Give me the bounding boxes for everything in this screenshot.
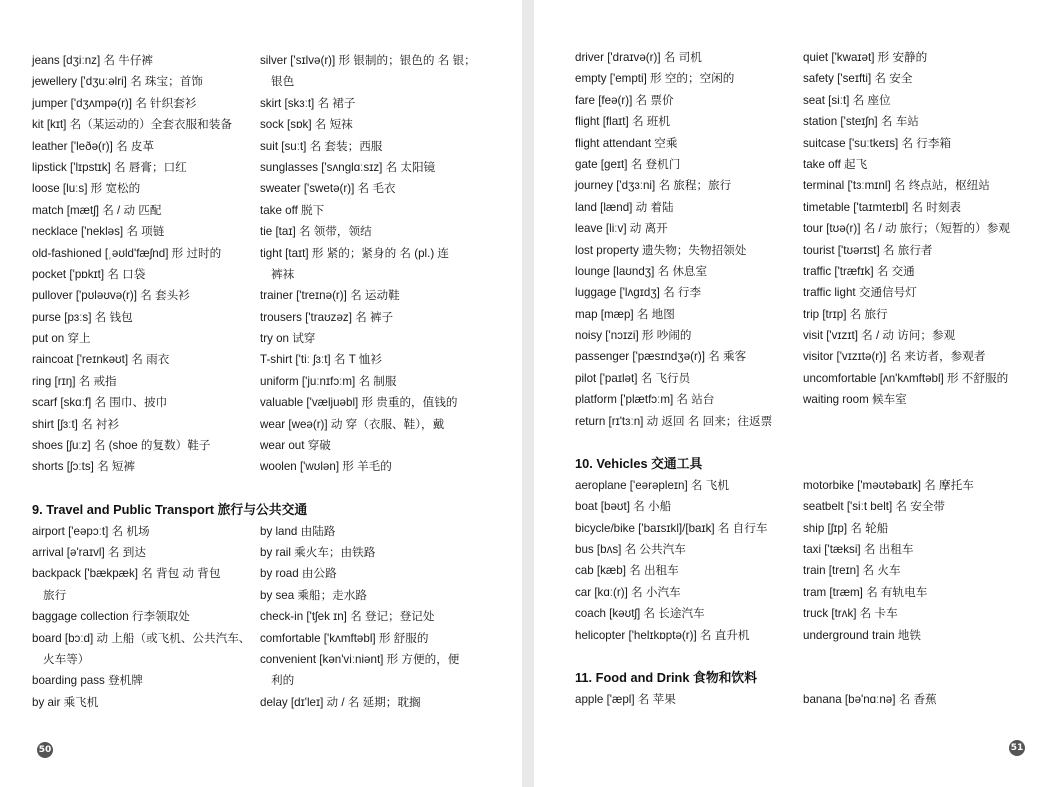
vocab-entry: lounge [laʊndʒ] 名 休息室	[575, 264, 708, 278]
section-heading: 9. Travel and Public Transport 旅行与公共交通	[32, 502, 308, 518]
vocab-entry: safety ['seɪfti] 名 安全	[803, 72, 913, 86]
vocab-entry: jewellery ['dʒuːəlri] 名 珠宝；首饰	[32, 75, 203, 89]
vocab-entry: woolen ['wʊlən] 形 羊毛的	[260, 460, 392, 474]
vocab-entry: driver ['draɪvə(r)] 名 司机	[575, 51, 702, 64]
vocab-entry: journey ['dʒɜːni] 名 旅程；旅行	[575, 179, 732, 193]
vocab-entry: wear [weə(r)] 动 穿（衣服、鞋），戴	[260, 417, 445, 431]
vocab-entry: wear out 穿破	[260, 439, 331, 453]
vocab-entry: noisy ['nɔɪzi] 形 吵闹的	[575, 329, 692, 343]
vocab-entry: airport ['eəpɔːt] 名 机场	[32, 524, 150, 538]
vocab-entry-continuation: 银色	[271, 75, 295, 89]
vocab-entry: take off 脱下	[260, 203, 325, 217]
vocab-entry: bus [bʌs] 名 公共汽车	[575, 542, 686, 556]
vocab-entry-continuation: 火车等）	[43, 652, 90, 666]
vocab-entry: flight attendant 空乘	[575, 136, 678, 150]
vocab-entry: empty ['empti] 形 空的；空闲的	[575, 72, 735, 86]
vocab-entry: waiting room 候车室	[803, 393, 907, 407]
vocab-entry: flight [flaɪt] 名 班机	[575, 115, 670, 129]
blank-line	[803, 453, 1043, 474]
vocab-entry: shoes [ʃuːz] 名 (shoe 的复数）鞋子	[32, 439, 211, 453]
vocab-entry: coach [kəʊtʃ] 名 长途汽车	[575, 607, 705, 621]
left-page	[0, 0, 522, 787]
vocab-entry: motorbike ['məʊtəbaɪk] 名 摩托车	[803, 478, 974, 492]
vocab-entry: map [mæp] 名 地图	[575, 307, 675, 321]
blank-line	[260, 478, 500, 499]
vocab-entry: baggage collection 行李领取处	[32, 610, 190, 624]
page-number-right: 51	[1009, 740, 1025, 756]
vocab-entry: quiet ['kwaɪət] 形 安静的	[803, 51, 928, 64]
vocab-entry: by land 由陆路	[260, 524, 336, 538]
blank-line	[803, 411, 1043, 432]
vocab-entry: shirt [ʃɜːt] 名 衬衫	[32, 417, 120, 431]
vocab-entry-continuation: 裤袜	[271, 267, 295, 281]
vocab-entry: scarf [skɑːf] 名 围巾、披巾	[32, 396, 168, 410]
vocab-entry: comfortable ['kʌmftəbl] 形 舒服的	[260, 631, 429, 645]
vocab-entry: shorts [ʃɔːts] 名 短裤	[32, 460, 136, 474]
vocab-entry: seatbelt ['siːt belt] 名 安全带	[803, 500, 946, 514]
right-page-column-1	[575, 47, 799, 710]
vocab-entry: luggage ['lʌɡɪdʒ] 名 行李	[575, 286, 702, 300]
vocab-entry: by rail 乘火车；由铁路	[260, 545, 376, 559]
vocab-entry: gate [ɡeɪt] 名 登机门	[575, 157, 681, 171]
vocab-entry: suitcase ['suːtkeɪs] 名 行李箱	[803, 136, 952, 150]
vocab-entry: terminal ['tɜːmɪnl] 名 终点站，枢纽站	[803, 179, 990, 193]
vocab-entry: cab [kæb] 名 出租车	[575, 564, 679, 578]
blank-line	[575, 646, 799, 667]
vocab-entry: boat [bəʊt] 名 小船	[575, 500, 672, 514]
vocab-entry: necklace ['nekləs] 名 项链	[32, 225, 165, 239]
vocab-entry: trip [trɪp] 名 旅行	[803, 307, 888, 321]
vocab-entry: timetable ['taɪmteɪbl] 名 时刻表	[803, 200, 962, 214]
vocab-entry: uncomfortable [ʌn'kʌmftəbl] 形 不舒服的	[803, 371, 1009, 385]
vocab-entry: ring [rɪŋ] 名 戒指	[32, 374, 117, 388]
vocab-entry: pilot ['paɪlət] 名 飞行员	[575, 371, 691, 385]
vocab-entry: platform ['plætfɔːm] 名 站台	[575, 393, 715, 407]
vocab-entry: arrival [ə'raɪvl] 名 到达	[32, 545, 146, 559]
vocab-entry: try on 试穿	[260, 332, 316, 346]
blank-line	[575, 432, 799, 453]
right-page	[534, 0, 1050, 787]
vocab-entry: uniform ['juːnɪfɔːm] 名 制服	[260, 374, 397, 388]
vocab-entry: truck [trʌk] 名 卡车	[803, 607, 898, 621]
blank-line	[803, 432, 1043, 453]
vocab-entry: leave [liːv] 动 离开	[575, 222, 668, 236]
vocab-entry: suit [suːt] 名 套装；西服	[260, 139, 383, 153]
vocab-entry: raincoat ['reɪnkəʊt] 名 雨衣	[32, 353, 170, 367]
vocab-entry: by road 由公路	[260, 567, 337, 581]
vocab-entry-continuation: 利的	[271, 674, 295, 688]
vocab-entry: lost property 遗失物；失物招领处	[575, 243, 747, 257]
vocab-entry: banana [bə'nɑːnə] 名 香蕉	[803, 692, 937, 706]
vocab-entry: skirt [skɜːt] 名 裙子	[260, 96, 356, 110]
vocab-entry: ship [ʃɪp] 名 轮船	[803, 521, 889, 535]
vocab-entry: take off 起飞	[803, 157, 868, 171]
vocab-entry: visit ['vɪzɪt] 名 / 动 访问；参观	[803, 329, 956, 343]
vocab-entry: silver ['sɪlvə(r)] 形 银制的；银色的 名 银；	[260, 54, 476, 67]
vocab-entry: boarding pass 登机牌	[32, 674, 143, 688]
vocab-entry: helicopter ['helɪkɒptə(r)] 名 直升机	[575, 628, 750, 642]
vocab-entry: pullover ['pʊləʊvə(r)] 名 套头衫	[32, 289, 190, 303]
vocab-entry: T-shirt ['tiː ʃɜːt] 名 T 恤衫	[260, 353, 382, 367]
vocab-entry: jeans [dʒiːnz] 名 牛仔裤	[32, 54, 154, 67]
vocab-entry: match [mætʃ] 名 / 动 匹配	[32, 203, 162, 217]
vocab-entry: land [lænd] 动 着陆	[575, 200, 674, 214]
vocab-entry: car [kɑː(r)] 名 小汽车	[575, 585, 681, 599]
vocab-entry: trainer ['treɪnə(r)] 名 运动鞋	[260, 289, 400, 303]
vocab-entry: sunglasses ['sʌnglɑːsɪz] 名 太阳镜	[260, 160, 436, 174]
vocab-entry: traffic ['træfɪk] 名 交通	[803, 264, 915, 278]
vocab-entry: tight [taɪt] 形 紧的；紧身的 名 (pl.) 连	[260, 246, 450, 260]
vocab-entry: train [treɪn] 名 火车	[803, 564, 901, 578]
vocab-entry: delay [dɪ'leɪ] 动 / 名 延期；耽搁	[260, 695, 421, 709]
vocab-entry: bicycle/bike ['baɪsɪkl]/[baɪk] 名 自行车	[575, 521, 768, 535]
vocab-entry: fare [feə(r)] 名 票价	[575, 93, 674, 107]
vocab-entry: leather ['leðə(r)] 名 皮革	[32, 139, 155, 153]
vocab-entry: convenient [kən'viːniənt] 形 方便的，便	[260, 652, 460, 666]
blank-line	[803, 646, 1043, 667]
vocab-entry: tour [tʊə(r)] 名 / 动 旅行；（短暂的）参观	[803, 222, 1010, 236]
blank-line	[32, 478, 254, 499]
vocab-entry: aeroplane ['eərəpleɪn] 名 飞机	[575, 478, 729, 492]
vocab-entry: tourist ['tʊərɪst] 名 旅行者	[803, 243, 933, 257]
vocab-entry: underground train 地铁	[803, 628, 921, 642]
blank-line	[260, 499, 500, 520]
vocab-entry: visitor ['vɪzɪtə(r)] 名 来访者，参观者	[803, 350, 986, 364]
vocab-entry: put on 穿上	[32, 332, 91, 346]
vocab-entry: valuable ['væljuəbl] 形 贵重的，值钱的	[260, 396, 458, 410]
vocab-entry: sock [sɒk] 名 短袜	[260, 118, 353, 132]
vocab-entry: station ['steɪʃn] 名 车站	[803, 115, 919, 129]
vocab-entry: trousers ['traʊzəz] 名 裤子	[260, 310, 394, 324]
section-heading: 11. Food and Drink 食物和饮料	[575, 670, 758, 686]
vocab-entry: loose [luːs] 形 宽松的	[32, 182, 141, 196]
vocab-entry: backpack ['bækpæk] 名 背包 动 背包	[32, 567, 221, 581]
vocab-entry: old-fashioned [ˌəʊld'fæʃnd] 形 过时的	[32, 246, 222, 260]
vocab-entry: check-in ['tʃek ɪn] 名 登记；登记处	[260, 610, 435, 624]
vocab-entry-continuation: 旅行	[43, 588, 67, 602]
vocab-entry: sweater ['swetə(r)] 名 毛衣	[260, 182, 396, 196]
left-page-column-2	[260, 50, 500, 713]
blank-line	[803, 667, 1043, 688]
right-page-column-2	[803, 47, 1043, 710]
vocab-entry: board [bɔːd] 动 上船（或飞机、公共汽车、	[32, 631, 251, 645]
vocab-entry: lipstick ['lɪpstɪk] 名 唇膏；口红	[32, 160, 187, 174]
vocab-entry: by air 乘飞机	[32, 695, 99, 709]
vocab-entry: purse [pɜːs] 名 钱包	[32, 310, 133, 324]
vocab-entry: jumper ['dʒʌmpə(r)] 名 针织套衫	[32, 96, 197, 110]
vocab-entry: pocket ['pɒkɪt] 名 口袋	[32, 267, 146, 281]
section-heading: 10. Vehicles 交通工具	[575, 456, 703, 472]
vocab-entry: apple ['æpl] 名 苹果	[575, 692, 676, 706]
page-number-left: 50	[37, 742, 53, 758]
vocab-entry: by sea 乘船；走水路	[260, 588, 367, 602]
vocab-entry: tie [taɪ] 名 领带，领结	[260, 225, 372, 239]
vocab-entry: taxi ['tæksi] 名 出租车	[803, 542, 914, 556]
vocab-entry: passenger ['pæsɪndʒə(r)] 名 乘客	[575, 350, 747, 364]
vocab-entry: tram [træm] 名 有轨电车	[803, 585, 928, 599]
vocab-entry: return [rɪ'tɜːn] 动 返回 名 回来；往返票	[575, 414, 773, 428]
vocab-entry: traffic light 交通信号灯	[803, 286, 917, 300]
vocab-entry: seat [siːt] 名 座位	[803, 93, 891, 107]
vocab-entry: kit [kɪt] 名（某运动的）全套衣服和装备	[32, 118, 232, 132]
